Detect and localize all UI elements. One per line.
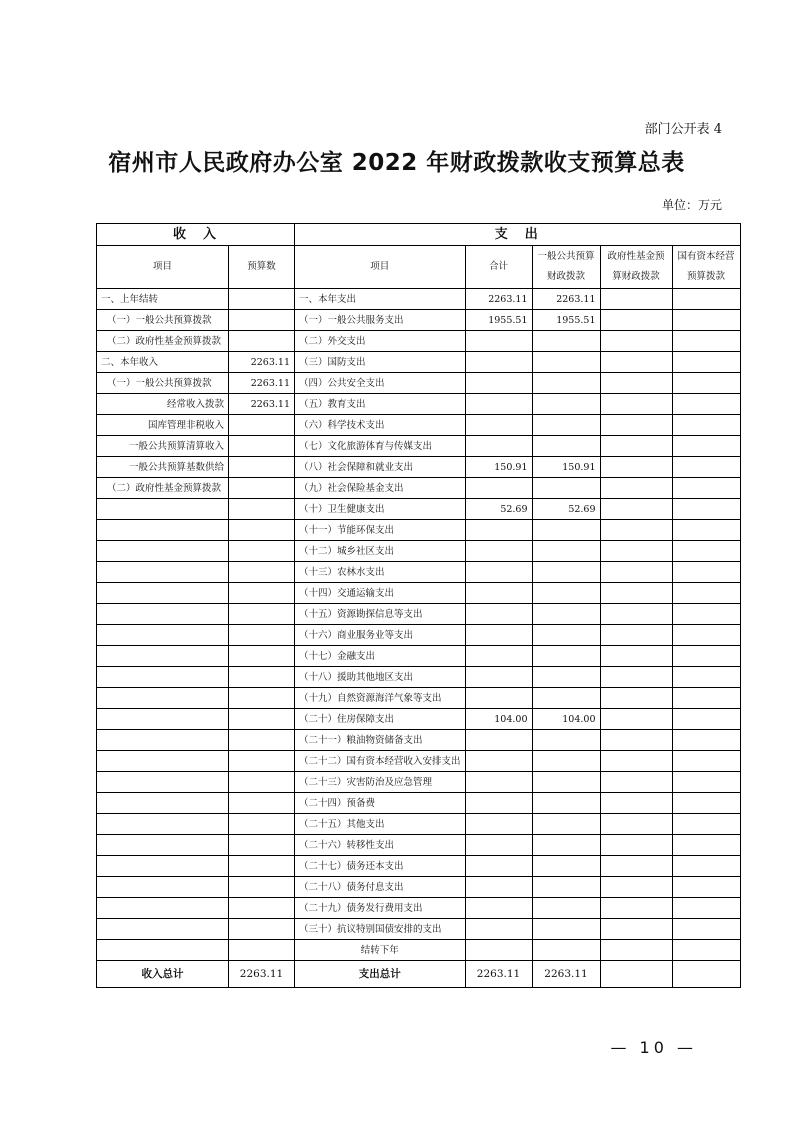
expense-general-cell: 150.91	[532, 457, 600, 478]
income-item-cell	[97, 520, 229, 541]
expense-total-cell	[465, 373, 532, 394]
expense-total-cell	[465, 478, 532, 499]
income-group-header: 收 入	[97, 224, 295, 246]
expense-fund-cell	[600, 394, 672, 415]
expense-fund-cell	[600, 415, 672, 436]
expense-general-cell	[532, 688, 600, 709]
income-budget-cell	[229, 856, 295, 877]
expense-state-capital-cell	[672, 772, 740, 793]
expense-general-cell	[532, 436, 600, 457]
col-header-general: 一般公共预算财政拨款	[532, 246, 600, 289]
col-header-total: 合计	[465, 246, 532, 289]
expense-fund-cell	[600, 877, 672, 898]
income-item-cell	[97, 646, 229, 667]
expense-total-cell	[465, 688, 532, 709]
table-row	[97, 772, 741, 793]
expense-item-cell: （十九）自然资源海洋气象等支出	[295, 688, 466, 709]
expense-state-capital-cell	[672, 730, 740, 751]
expense-item-cell: （十五）资源勘探信息等支出	[295, 604, 466, 625]
income-budget-cell	[229, 415, 295, 436]
income-item-cell	[97, 688, 229, 709]
expense-group-header: 支 出	[295, 224, 741, 246]
expense-fund-cell	[600, 772, 672, 793]
expense-general-cell	[532, 583, 600, 604]
table-row	[97, 730, 741, 751]
expense-total-cell: 2263.11	[465, 289, 532, 310]
expense-general-cell	[532, 667, 600, 688]
expense-total-cell: 1955.51	[465, 310, 532, 331]
income-item-cell	[97, 898, 229, 919]
expense-total-cell	[465, 625, 532, 646]
expense-fund-cell	[600, 478, 672, 499]
expense-fund-cell	[600, 919, 672, 940]
expense-state-capital-cell	[672, 604, 740, 625]
expense-item-cell: （九）社会保险基金支出	[295, 478, 466, 499]
total-general-value: 2263.11	[532, 961, 600, 988]
expense-general-cell	[532, 352, 600, 373]
table-row	[97, 415, 741, 436]
income-item-cell	[97, 940, 229, 961]
expense-general-cell	[532, 415, 600, 436]
expense-general-cell	[532, 751, 600, 772]
income-item-cell: （一）一般公共预算拨款	[97, 310, 229, 331]
expense-state-capital-cell	[672, 331, 740, 352]
expense-total-cell: 150.91	[465, 457, 532, 478]
income-item-cell	[97, 730, 229, 751]
expense-item-cell: （三）国防支出	[295, 352, 466, 373]
expense-state-capital-cell	[672, 814, 740, 835]
expense-fund-cell	[600, 541, 672, 562]
expense-general-cell	[532, 562, 600, 583]
expense-total-cell	[465, 772, 532, 793]
income-item-cell	[97, 751, 229, 772]
table-row	[97, 667, 741, 688]
expense-item-cell: （二）外交支出	[295, 331, 466, 352]
expense-fund-cell	[600, 625, 672, 646]
expense-item-cell: （三十）抗议特别国债安排的支出	[295, 919, 466, 940]
expense-total-cell	[465, 394, 532, 415]
expense-item-cell: （二十四）预备费	[295, 793, 466, 814]
income-budget-cell: 2263.11	[229, 394, 295, 415]
expense-general-cell	[532, 604, 600, 625]
income-item-cell	[97, 562, 229, 583]
income-item-cell	[97, 856, 229, 877]
expense-state-capital-cell	[672, 373, 740, 394]
expense-total-cell	[465, 520, 532, 541]
expense-item-cell: （二十八）债务付息支出	[295, 877, 466, 898]
income-item-cell	[97, 583, 229, 604]
income-item-cell: 国库管理非税收入	[97, 415, 229, 436]
income-budget-cell	[229, 583, 295, 604]
expense-state-capital-cell	[672, 520, 740, 541]
income-item-cell: 一般公共预算清算收入	[97, 436, 229, 457]
total-state-capital-value	[672, 961, 740, 988]
expense-item-cell: （二十九）债务发行费用支出	[295, 898, 466, 919]
income-budget-cell	[229, 877, 295, 898]
expense-general-cell	[532, 646, 600, 667]
expense-state-capital-cell	[672, 310, 740, 331]
table-row	[97, 814, 741, 835]
income-budget-cell	[229, 331, 295, 352]
table-row	[97, 373, 741, 394]
page-title: 宿州市人民政府办公室 2022 年财政拨款收支预算总表	[108, 150, 685, 176]
income-item-cell	[97, 499, 229, 520]
total-expense-label: 支出总计	[295, 961, 466, 988]
expense-general-cell	[532, 898, 600, 919]
expense-fund-cell	[600, 646, 672, 667]
income-budget-cell	[229, 772, 295, 793]
expense-item-cell: （二十三）灾害防治及应急管理	[295, 772, 466, 793]
expense-fund-cell	[600, 793, 672, 814]
expense-total-cell	[465, 646, 532, 667]
expense-total-cell: 52.69	[465, 499, 532, 520]
unit-label: 单位：万元	[661, 198, 722, 212]
expense-state-capital-cell	[672, 835, 740, 856]
income-item-cell	[97, 919, 229, 940]
expense-total-cell	[465, 583, 532, 604]
expense-state-capital-cell	[672, 940, 740, 961]
expense-fund-cell	[600, 499, 672, 520]
total-fund-value	[600, 961, 672, 988]
expense-state-capital-cell	[672, 415, 740, 436]
income-budget-cell	[229, 457, 295, 478]
income-item-cell	[97, 814, 229, 835]
table-row	[97, 457, 741, 478]
table-row	[97, 940, 741, 961]
expense-total-cell	[465, 667, 532, 688]
income-budget-cell	[229, 499, 295, 520]
expense-state-capital-cell	[672, 646, 740, 667]
table-row	[97, 751, 741, 772]
income-item-cell: （二）政府性基金预算拨款	[97, 478, 229, 499]
expense-fund-cell	[600, 562, 672, 583]
table-row	[97, 709, 741, 730]
expense-total-cell	[465, 877, 532, 898]
expense-general-cell	[532, 835, 600, 856]
expense-fund-cell	[600, 604, 672, 625]
expense-general-cell	[532, 373, 600, 394]
table-row	[97, 499, 741, 520]
table-row	[97, 478, 741, 499]
expense-item-cell: （二十二）国有资本经营收入安排支出	[295, 751, 466, 772]
expense-state-capital-cell	[672, 436, 740, 457]
expense-fund-cell	[600, 310, 672, 331]
expense-item-cell: （十八）援助其他地区支出	[295, 667, 466, 688]
expense-state-capital-cell	[672, 709, 740, 730]
expense-total-cell	[465, 856, 532, 877]
income-budget-cell	[229, 814, 295, 835]
expense-general-cell	[532, 772, 600, 793]
expense-fund-cell	[600, 352, 672, 373]
expense-item-cell: （十四）交通运输支出	[295, 583, 466, 604]
expense-total-cell	[465, 436, 532, 457]
income-budget-cell	[229, 289, 295, 310]
group-header-row	[97, 224, 741, 246]
expense-fund-cell	[600, 289, 672, 310]
expense-fund-cell	[600, 940, 672, 961]
expense-general-cell	[532, 940, 600, 961]
table-row	[97, 331, 741, 352]
col-header-expense-item: 项目	[295, 246, 466, 289]
income-budget-cell	[229, 310, 295, 331]
income-item-cell	[97, 604, 229, 625]
income-budget-cell	[229, 436, 295, 457]
expense-general-cell	[532, 394, 600, 415]
expense-state-capital-cell	[672, 793, 740, 814]
expense-total-cell	[465, 331, 532, 352]
expense-total-cell	[465, 730, 532, 751]
total-expense-value: 2263.11	[465, 961, 532, 988]
expense-fund-cell	[600, 373, 672, 394]
expense-fund-cell	[600, 667, 672, 688]
income-item-cell: 经常收入拨款	[97, 394, 229, 415]
expense-item-cell: （二十五）其他支出	[295, 814, 466, 835]
income-budget-cell	[229, 688, 295, 709]
expense-state-capital-cell	[672, 499, 740, 520]
expense-item-cell: （十）卫生健康支出	[295, 499, 466, 520]
expense-general-cell: 104.00	[532, 709, 600, 730]
expense-fund-cell	[600, 835, 672, 856]
expense-fund-cell	[600, 730, 672, 751]
income-budget-cell	[229, 730, 295, 751]
expense-fund-cell	[600, 688, 672, 709]
expense-total-cell	[465, 793, 532, 814]
expense-item-cell: （二十六）转移性支出	[295, 835, 466, 856]
table-row	[97, 835, 741, 856]
expense-total-cell	[465, 604, 532, 625]
income-budget-cell: 2263.11	[229, 373, 295, 394]
col-header-income-item: 项目	[97, 246, 229, 289]
expense-state-capital-cell	[672, 625, 740, 646]
expense-general-cell	[532, 331, 600, 352]
expense-state-capital-cell	[672, 394, 740, 415]
expense-fund-cell	[600, 520, 672, 541]
expense-state-capital-cell	[672, 751, 740, 772]
table-row	[97, 604, 741, 625]
expense-item-cell: （十三）农林水支出	[295, 562, 466, 583]
income-budget-cell	[229, 751, 295, 772]
expense-total-cell	[465, 814, 532, 835]
expense-item-cell: （十一）节能环保支出	[295, 520, 466, 541]
income-budget-cell	[229, 898, 295, 919]
expense-total-cell	[465, 898, 532, 919]
expense-item-cell: （十六）商业服务业等支出	[295, 625, 466, 646]
expense-fund-cell	[600, 814, 672, 835]
expense-item-cell: 结转下年	[295, 940, 466, 961]
expense-item-cell: （十七）金融支出	[295, 646, 466, 667]
income-item-cell	[97, 541, 229, 562]
expense-item-cell: （四）公共安全支出	[295, 373, 466, 394]
table-row	[97, 646, 741, 667]
income-item-cell	[97, 709, 229, 730]
table-row	[97, 352, 741, 373]
expense-fund-cell	[600, 457, 672, 478]
table-row	[97, 562, 741, 583]
expense-item-cell: （八）社会保障和就业支出	[295, 457, 466, 478]
income-item-cell	[97, 625, 229, 646]
expense-fund-cell	[600, 436, 672, 457]
expense-state-capital-cell	[672, 541, 740, 562]
table-row	[97, 289, 741, 310]
table-row	[97, 520, 741, 541]
total-income-value: 2263.11	[229, 961, 295, 988]
table-row	[97, 898, 741, 919]
table-row	[97, 877, 741, 898]
income-budget-cell	[229, 646, 295, 667]
income-item-cell: （一）一般公共预算拨款	[97, 373, 229, 394]
expense-item-cell: （一）一般公共服务支出	[295, 310, 466, 331]
expense-general-cell	[532, 793, 600, 814]
total-income-label: 收入总计	[97, 961, 229, 988]
income-item-cell	[97, 877, 229, 898]
table-row	[97, 583, 741, 604]
col-header-budget: 预算数	[229, 246, 295, 289]
expense-total-cell	[465, 352, 532, 373]
income-budget-cell	[229, 562, 295, 583]
expense-general-cell	[532, 520, 600, 541]
expense-general-cell: 2263.11	[532, 289, 600, 310]
table-row	[97, 856, 741, 877]
expense-general-cell	[532, 478, 600, 499]
expense-total-cell	[465, 541, 532, 562]
income-budget-cell	[229, 478, 295, 499]
col-header-state-capital: 国有资本经营预算拨款	[672, 246, 740, 289]
table-row	[97, 394, 741, 415]
income-item-cell: 一般公共预算基数供给	[97, 457, 229, 478]
expense-item-cell: （十二）城乡社区支出	[295, 541, 466, 562]
expense-item-cell: （五）教育支出	[295, 394, 466, 415]
expense-state-capital-cell	[672, 562, 740, 583]
income-item-cell	[97, 835, 229, 856]
page-number: — 10 —	[610, 1038, 697, 1057]
expense-state-capital-cell	[672, 667, 740, 688]
expense-total-cell	[465, 415, 532, 436]
income-budget-cell	[229, 625, 295, 646]
expense-state-capital-cell	[672, 352, 740, 373]
expense-general-cell: 1955.51	[532, 310, 600, 331]
table-row	[97, 688, 741, 709]
income-budget-cell	[229, 604, 295, 625]
expense-fund-cell	[600, 331, 672, 352]
income-budget-cell	[229, 793, 295, 814]
income-budget-cell	[229, 667, 295, 688]
col-header-fund: 政府性基金预算财政拨款	[600, 246, 672, 289]
expense-general-cell	[532, 541, 600, 562]
expense-general-cell	[532, 856, 600, 877]
income-budget-cell	[229, 835, 295, 856]
income-budget-cell	[229, 940, 295, 961]
expense-state-capital-cell	[672, 583, 740, 604]
expense-item-cell: （六）科学技术支出	[295, 415, 466, 436]
expense-fund-cell	[600, 583, 672, 604]
expense-general-cell	[532, 919, 600, 940]
expense-fund-cell	[600, 751, 672, 772]
table-row	[97, 436, 741, 457]
expense-fund-cell	[600, 898, 672, 919]
expense-general-cell	[532, 877, 600, 898]
table-row	[97, 919, 741, 940]
expense-item-cell: （二十）住房保障支出	[295, 709, 466, 730]
expense-state-capital-cell	[672, 877, 740, 898]
expense-total-cell	[465, 751, 532, 772]
expense-general-cell	[532, 814, 600, 835]
expense-item-cell: （二十七）债务还本支出	[295, 856, 466, 877]
income-budget-cell	[229, 709, 295, 730]
budget-table	[96, 223, 741, 988]
income-item-cell	[97, 793, 229, 814]
expense-total-cell	[465, 835, 532, 856]
expense-general-cell: 52.69	[532, 499, 600, 520]
expense-state-capital-cell	[672, 457, 740, 478]
income-item-cell	[97, 667, 229, 688]
income-item-cell: 二、本年收入	[97, 352, 229, 373]
expense-total-cell	[465, 919, 532, 940]
income-item-cell: 一、上年结转	[97, 289, 229, 310]
expense-state-capital-cell	[672, 289, 740, 310]
expense-fund-cell	[600, 856, 672, 877]
expense-item-cell: （二十一）粮油物资储备支出	[295, 730, 466, 751]
income-budget-cell	[229, 541, 295, 562]
expense-total-cell	[465, 562, 532, 583]
expense-total-cell	[465, 940, 532, 961]
income-budget-cell: 2263.11	[229, 352, 295, 373]
expense-state-capital-cell	[672, 856, 740, 877]
income-item-cell: （二）政府性基金预算拨款	[97, 331, 229, 352]
expense-general-cell	[532, 730, 600, 751]
expense-total-cell: 104.00	[465, 709, 532, 730]
income-budget-cell	[229, 520, 295, 541]
expense-state-capital-cell	[672, 898, 740, 919]
income-item-cell	[97, 772, 229, 793]
column-header-row	[97, 246, 741, 289]
expense-item-cell: （七）文化旅游体育与传媒支出	[295, 436, 466, 457]
total-row	[97, 961, 741, 988]
income-budget-cell	[229, 919, 295, 940]
table-row	[97, 793, 741, 814]
expense-state-capital-cell	[672, 688, 740, 709]
expense-state-capital-cell	[672, 919, 740, 940]
expense-state-capital-cell	[672, 478, 740, 499]
table-row	[97, 625, 741, 646]
table-row	[97, 310, 741, 331]
table-tag: 部门公开表 4	[644, 122, 722, 137]
table-row	[97, 541, 741, 562]
expense-item-cell: 一、本年支出	[295, 289, 466, 310]
expense-general-cell	[532, 625, 600, 646]
expense-fund-cell	[600, 709, 672, 730]
